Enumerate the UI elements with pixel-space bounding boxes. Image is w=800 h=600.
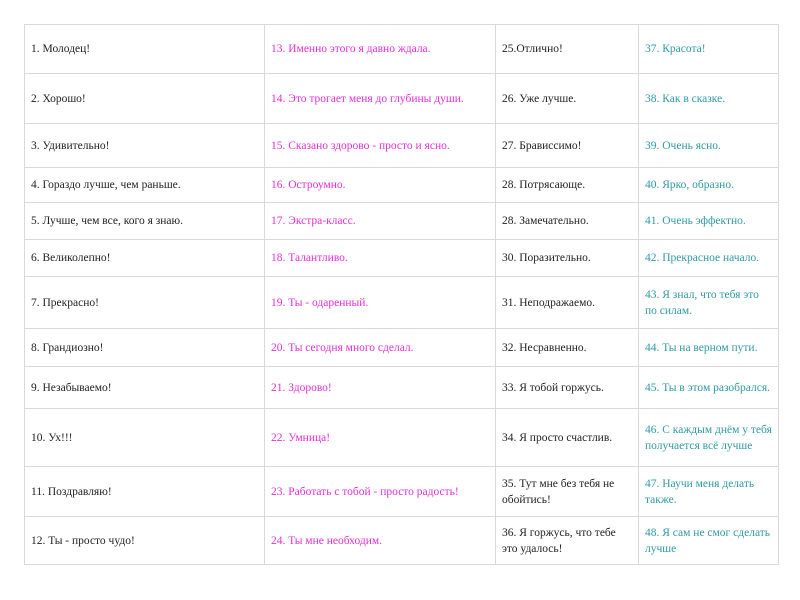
table-cell: 10. Ух!!! (25, 409, 265, 467)
table-row (25, 367, 779, 409)
table-row (25, 329, 779, 367)
table-cell: 40. Ярко, образно. (639, 168, 779, 203)
table-row (25, 124, 779, 168)
table-cell: 34. Я просто счастлив. (496, 409, 639, 467)
table-cell: 20. Ты сегодня много сделал. (265, 329, 496, 367)
table-row (25, 409, 779, 467)
table-cell: 23. Работать с тобой - просто радость! (265, 467, 496, 517)
table-cell: 24. Ты мне необходим. (265, 517, 496, 565)
table-cell: 47. Научи меня делать также. (639, 467, 779, 517)
table-row (25, 25, 779, 74)
table-cell: 39. Очень ясно. (639, 124, 779, 168)
table-cell: 4. Гораздо лучше, чем раньше. (25, 168, 265, 203)
table-cell: 6. Великолепно! (25, 240, 265, 277)
table-cell: 27. Брависсимо! (496, 124, 639, 168)
table-cell: 26. Уже лучше. (496, 74, 639, 124)
table-row (25, 74, 779, 124)
table-cell: 18. Талантливо. (265, 240, 496, 277)
table-cell: 21. Здорово! (265, 367, 496, 409)
table-cell: 35. Тут мне без тебя не обойтись! (496, 467, 639, 517)
table-row (25, 240, 779, 277)
table-cell: 43. Я знал, что тебя это по силам. (639, 277, 779, 329)
table-cell: 8. Грандиозно! (25, 329, 265, 367)
table-cell: 11. Поздравляю! (25, 467, 265, 517)
table-cell: 16. Остроумно. (265, 168, 496, 203)
praise-phrases-table (24, 24, 779, 565)
table-cell: 2. Хорошо! (25, 74, 265, 124)
table-row (25, 277, 779, 329)
table-cell: 36. Я горжусь, что тебе это удалось! (496, 517, 639, 565)
table-row (25, 467, 779, 517)
table-cell: 48. Я сам не смог сделать лучше (639, 517, 779, 565)
table-cell: 33. Я тобой горжусь. (496, 367, 639, 409)
table-cell: 41. Очень эффектно. (639, 203, 779, 240)
table-row (25, 203, 779, 240)
table-cell: 3. Удивительно! (25, 124, 265, 168)
table-cell: 15. Сказано здорово - просто и ясно. (265, 124, 496, 168)
table-row (25, 517, 779, 565)
table-row (25, 168, 779, 203)
praise-phrases-sheet (24, 24, 778, 565)
table-cell: 46. С каждым днём у тебя получается всё лучше (639, 409, 779, 467)
table-cell: 45. Ты в этом разобрался. (639, 367, 779, 409)
table-cell: 37. Красота! (639, 25, 779, 74)
table-cell: 32. Несравненно. (496, 329, 639, 367)
table-cell: 5. Лучше, чем все, кого я знаю. (25, 203, 265, 240)
table-cell: 42. Прекрасное начало. (639, 240, 779, 277)
table-cell: 9. Незабываемо! (25, 367, 265, 409)
table-cell: 31. Неподражаемо. (496, 277, 639, 329)
table-cell: 22. Умница! (265, 409, 496, 467)
table-cell: 7. Прекрасно! (25, 277, 265, 329)
table-cell: 30. Поразительно. (496, 240, 639, 277)
table-cell: 25.Отлично! (496, 25, 639, 74)
table-cell: 17. Экстра-класс. (265, 203, 496, 240)
table-cell: 1. Молодец! (25, 25, 265, 74)
table-cell: 12. Ты - просто чудо! (25, 517, 265, 565)
table-cell: 19. Ты - одаренный. (265, 277, 496, 329)
table-cell: 14. Это трогает меня до глубины души. (265, 74, 496, 124)
table-cell: 28. Потрясающе. (496, 168, 639, 203)
table-cell: 38. Как в сказке. (639, 74, 779, 124)
table-cell: 44. Ты на верном пути. (639, 329, 779, 367)
table-cell: 13. Именно этого я давно ждала. (265, 25, 496, 74)
table-cell: 28. Замечательно. (496, 203, 639, 240)
